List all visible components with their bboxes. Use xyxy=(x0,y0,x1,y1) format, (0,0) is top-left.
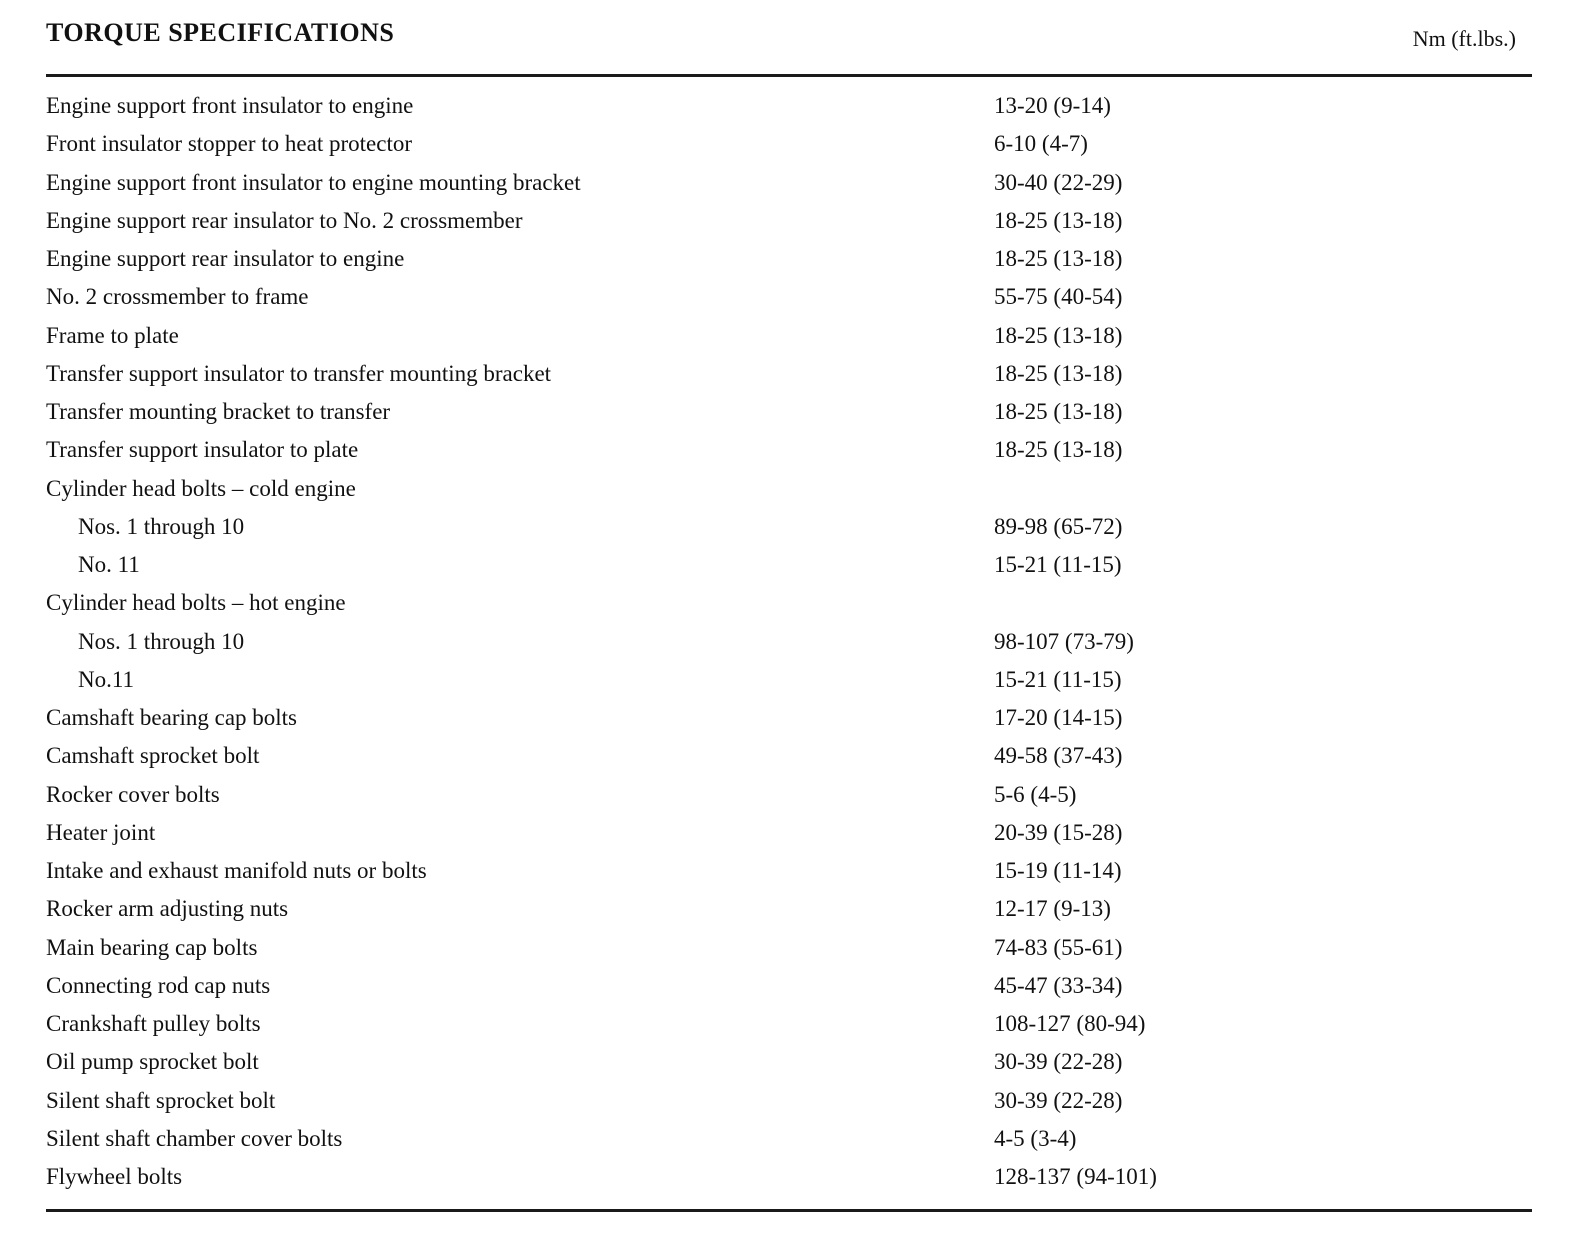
spec-item-label: Silent shaft chamber cover bolts xyxy=(46,1125,343,1151)
spec-row xyxy=(0,546,1584,584)
spec-item-label: Frame to plate xyxy=(46,322,179,348)
spec-row xyxy=(0,470,1584,508)
units-label: Nm (ft.lbs.) xyxy=(1412,26,1516,51)
spec-item-label: Oil pump sprocket bolt xyxy=(46,1049,259,1075)
bottom-divider xyxy=(46,1209,1532,1212)
spec-item-label: Nos. 1 through 10 xyxy=(78,513,245,539)
spec-item-label: Camshaft sprocket bolt xyxy=(46,743,260,769)
spec-torque-value: 18-25 (13-18) xyxy=(994,399,1123,424)
spec-row xyxy=(0,967,1584,1005)
spec-torque-value: 18-25 (13-18) xyxy=(994,207,1123,233)
spec-item-label: Engine support rear insulator to No. 2 crossmember xyxy=(46,207,523,233)
spec-item-label: Heater joint xyxy=(46,819,156,845)
spec-torque-value: 18-25 (13-18) xyxy=(994,246,1123,271)
spec-item-label: No. 11 xyxy=(78,552,140,577)
spec-item-label: Silent shaft sprocket bolt xyxy=(46,1087,276,1113)
spec-torque-value: 13-20 (9-14) xyxy=(994,93,1111,118)
torque-spec-list xyxy=(0,87,1584,1196)
spec-torque-value: 18-25 (13-18) xyxy=(994,322,1123,348)
spec-item-label: Engine support rear insulator to engine xyxy=(46,246,405,271)
spec-row xyxy=(0,699,1584,737)
spec-item-label: Rocker arm adjusting nuts xyxy=(46,896,289,922)
page-title: TORQUE SPECIFICATIONS xyxy=(46,18,395,47)
spec-row xyxy=(0,1043,1584,1081)
spec-item-label: Transfer support insulator to plate xyxy=(46,437,359,463)
spec-item-label: Main bearing cap bolts xyxy=(46,934,258,960)
spec-item-label: Transfer support insulator to transfer mounting bracket xyxy=(46,360,552,386)
spec-item-label: Cylinder head bolts – cold engine xyxy=(46,475,356,501)
spec-row xyxy=(0,317,1584,355)
spec-torque-value: 89-98 (65-72) xyxy=(994,513,1123,539)
spec-torque-value: 74-83 (55-61) xyxy=(994,934,1123,960)
spec-item-label: Nos. 1 through 10 xyxy=(78,628,245,654)
spec-torque-value: 98-107 (73-79) xyxy=(994,628,1134,654)
spec-row xyxy=(0,623,1584,661)
spec-row xyxy=(0,240,1584,278)
spec-torque-value: 18-25 (13-18) xyxy=(994,437,1123,463)
spec-torque-value: 45-47 (33-34) xyxy=(994,972,1123,998)
spec-row xyxy=(0,814,1584,852)
spec-row xyxy=(0,929,1584,967)
spec-row xyxy=(0,890,1584,928)
spec-row xyxy=(0,508,1584,546)
spec-row xyxy=(0,125,1584,163)
spec-row xyxy=(0,164,1584,202)
spec-torque-value: 30-40 (22-29) xyxy=(994,169,1123,195)
spec-torque-value: 49-58 (37-43) xyxy=(994,743,1123,769)
spec-item-label: Crankshaft pulley bolts xyxy=(46,1011,261,1036)
spec-row xyxy=(0,431,1584,469)
spec-row xyxy=(0,584,1584,622)
spec-torque-value: 55-75 (40-54) xyxy=(994,284,1123,310)
spec-item-label: Flywheel bolts xyxy=(46,1164,183,1189)
spec-torque-value: 30-39 (22-28) xyxy=(994,1049,1123,1075)
top-divider xyxy=(46,74,1532,77)
spec-row xyxy=(0,852,1584,890)
spec-row xyxy=(0,1158,1584,1196)
spec-item-label: Engine support front insulator to engine xyxy=(46,93,414,118)
spec-row xyxy=(0,278,1584,316)
spec-row xyxy=(0,1082,1584,1120)
spec-torque-value: 15-21 (11-15) xyxy=(994,666,1122,692)
spec-torque-value: 4-5 (3-4) xyxy=(994,1125,1077,1151)
spec-torque-value: 6-10 (4-7) xyxy=(994,131,1088,157)
spec-torque-value: 20-39 (15-28) xyxy=(994,819,1123,845)
spec-row xyxy=(0,1120,1584,1158)
spec-row xyxy=(0,87,1584,125)
spec-item-label: Rocker cover bolts xyxy=(46,781,220,807)
spec-item-label: No.11 xyxy=(78,666,135,692)
spec-item-label: Intake and exhaust manifold nuts or bolts xyxy=(46,858,427,883)
spec-torque-value: 18-25 (13-18) xyxy=(994,360,1123,386)
spec-row xyxy=(0,776,1584,814)
spec-torque-value: 15-19 (11-14) xyxy=(994,858,1122,883)
spec-item-label: Front insulator stopper to heat protector xyxy=(46,131,413,157)
spec-item-label: Connecting rod cap nuts xyxy=(46,972,271,998)
spec-torque-value: 5-6 (4-5) xyxy=(994,781,1077,807)
spec-row xyxy=(0,393,1584,431)
spec-row xyxy=(0,1005,1584,1043)
spec-item-label: Cylinder head bolts – hot engine xyxy=(46,590,346,616)
spec-row xyxy=(0,355,1584,393)
spec-row xyxy=(0,661,1584,699)
spec-torque-value: 15-21 (11-15) xyxy=(994,552,1122,577)
spec-item-label: No. 2 crossmember to frame xyxy=(46,284,309,310)
spec-item-label: Engine support front insulator to engine mounting bracket xyxy=(46,169,581,195)
spec-item-label: Camshaft bearing cap bolts xyxy=(46,705,298,730)
spec-row xyxy=(0,737,1584,775)
spec-torque-value: 12-17 (9-13) xyxy=(994,896,1111,922)
spec-item-label: Transfer mounting bracket to transfer xyxy=(46,399,391,424)
spec-torque-value: 30-39 (22-28) xyxy=(994,1087,1123,1113)
spec-row xyxy=(0,202,1584,240)
spec-torque-value: 17-20 (14-15) xyxy=(994,705,1123,730)
spec-torque-value: 128-137 (94-101) xyxy=(994,1164,1157,1189)
spec-torque-value: 108-127 (80-94) xyxy=(994,1011,1146,1036)
